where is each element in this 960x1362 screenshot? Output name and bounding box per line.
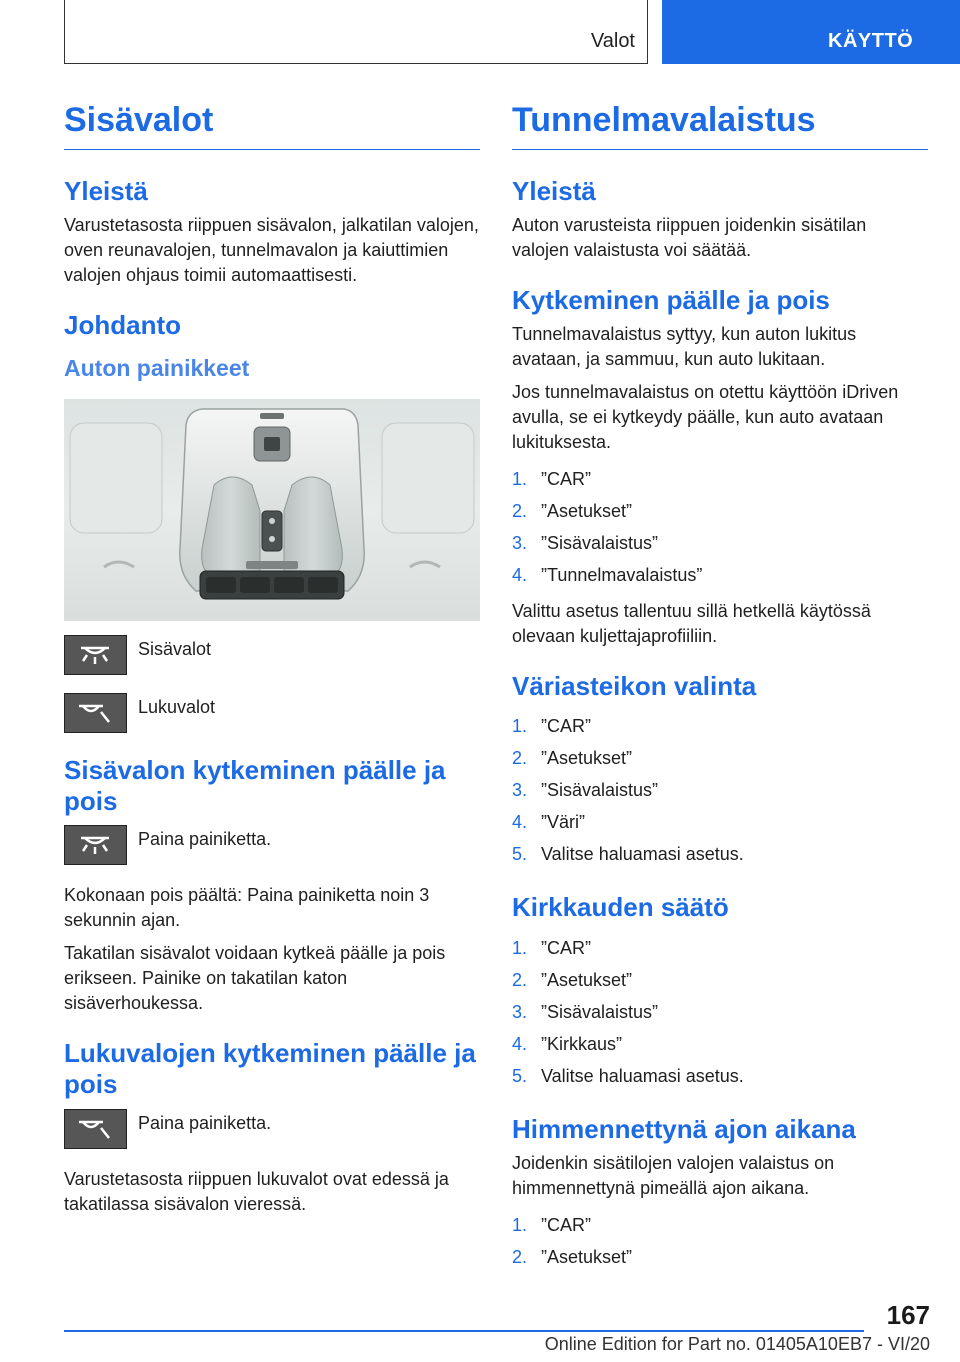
right-yleista-text: Auton varusteista riippuen joidenkin sisätilan valojen valaistusta voi säätää.: [512, 214, 867, 260]
sisavalot-row: [64, 635, 480, 675]
header-chapter-tab: KÄYTTÖ: [662, 0, 960, 64]
header-section-title: Valot: [590, 30, 635, 52]
lukuvalo-text: Varustetasosta riippuen lukuvalot ovat edessä ja takatilassa sisävalon vieressä.: [64, 1168, 449, 1214]
header-section-box: [64, 0, 648, 64]
right-yleista-heading: Yleistä: [512, 175, 596, 206]
list-item: 4. ”Kirkkaus”: [512, 1033, 623, 1054]
variasteikko-steps: [512, 710, 928, 870]
footer-edition: Online Edition for Part no. 01405A10EB7 - VI/20: [544, 1334, 930, 1354]
himmennetty-steps: [512, 1209, 928, 1273]
auton-painikkeet-heading: Auton painikkeet: [64, 355, 250, 382]
lukuvalo-press-row: [64, 1109, 480, 1149]
sisavalo-press-text: Paina painiketta.: [138, 829, 272, 850]
list-item: 3. ”Sisävalaistus”: [512, 780, 659, 801]
kirkkaus-steps: [512, 932, 928, 1092]
list-item: 4. ”Väri”: [512, 812, 585, 833]
list-item: 3. ”Sisävalaistus”: [512, 1001, 659, 1022]
list-item: 2. ”Asetukset”: [512, 969, 633, 990]
sisavalo-text1: Kokonaan pois päältä: Paina painiketta noin 3 sekunnin ajan.: [64, 885, 430, 931]
left-column: [64, 100, 480, 1225]
lukuvalo-press-text: Paina painiketta.: [138, 1112, 272, 1133]
himmennetty-heading: Himmennettynä ajon aikana: [512, 1113, 856, 1144]
left-title: Sisävalot: [64, 100, 480, 150]
reading-light-icon: [64, 1109, 127, 1149]
sisavalo-onoff-heading: Sisävalon kytkeminen päälle ja pois: [64, 754, 446, 816]
sisavalo-text2: Takatilan sisävalot voidaan kytkeä päälle ja pois erikseen. Painike on takatilan katon sisäverhoukessa.: [64, 943, 446, 1014]
right-title: Tunnelmavalaistus: [512, 100, 928, 150]
list-item: 5. Valitse haluamasi asetus.: [512, 844, 744, 865]
lukuvalo-onoff-heading: Lukuvalojen kytkeminen päälle ja pois: [64, 1038, 476, 1100]
list-item: 2. ”Asetukset”: [512, 501, 633, 522]
reading-light-icon: [64, 693, 127, 733]
variasteikko-heading: Väriasteikon valinta: [512, 671, 757, 702]
roof-console-illustration: [64, 399, 480, 621]
page-number: 167: [886, 1300, 930, 1330]
johdanto-heading: Johdanto: [64, 309, 181, 340]
interior-light-icon: [64, 825, 127, 865]
right-column: [512, 100, 928, 1281]
lukuvalot-row: [64, 693, 480, 733]
list-item: 2. ”Asetukset”: [512, 1246, 633, 1267]
list-item: 2. ”Asetukset”: [512, 748, 633, 769]
interior-light-icon: [64, 635, 127, 675]
list-item: 4. ”Tunnelmavalaistus”: [512, 565, 703, 586]
sisavalo-press-row: [64, 825, 480, 865]
list-item: 1. ”CAR”: [512, 716, 591, 737]
kytkeminen-text1: Tunnelmavalaistus syttyy, kun auton lukitus avataan, ja sammuu, kun auto lukitaan.: [512, 324, 857, 370]
lukuvalot-label: Lukuvalot: [138, 696, 216, 717]
sisavalot-label: Sisävalot: [138, 638, 212, 659]
list-item: 1. ”CAR”: [512, 1214, 591, 1235]
kytkeminen-text2: Jos tunnelmavalaistus on otettu käyttöön iDriven avulla, se ei kytkeydy päälle, kun auto avataan lukituksesta.: [512, 382, 899, 453]
left-yleista-text: Varustetasosta riippuen sisävalon, jalkatilan valojen, oven reunavalojen, tunnelmavalon ja kaiuttimien valojen ohjaus toimii automaattisesti.: [64, 214, 479, 285]
list-item: 1. ”CAR”: [512, 469, 591, 490]
kytkeminen-text3: Valittu asetus tallentuu sillä hetkellä käytössä olevaan kuljettajaprofiiliin.: [512, 601, 871, 647]
roof-console-photo: [64, 399, 480, 621]
footer-divider: [64, 1330, 864, 1332]
list-item: 3. ”Sisävalaistus”: [512, 533, 659, 554]
kirkkaus-heading: Kirkkauden säätö: [512, 892, 729, 923]
kytkeminen-steps: [512, 463, 928, 591]
himmennetty-text: Joidenkin sisätilojen valojen valaistus on himmennettynä pimeällä ajon aikana.: [512, 1152, 835, 1198]
list-item: 5. Valitse haluamasi asetus.: [512, 1065, 744, 1086]
kytkeminen-heading: Kytkeminen päälle ja pois: [512, 284, 830, 315]
list-item: 1. ”CAR”: [512, 937, 591, 958]
left-yleista-heading: Yleistä: [64, 175, 148, 206]
